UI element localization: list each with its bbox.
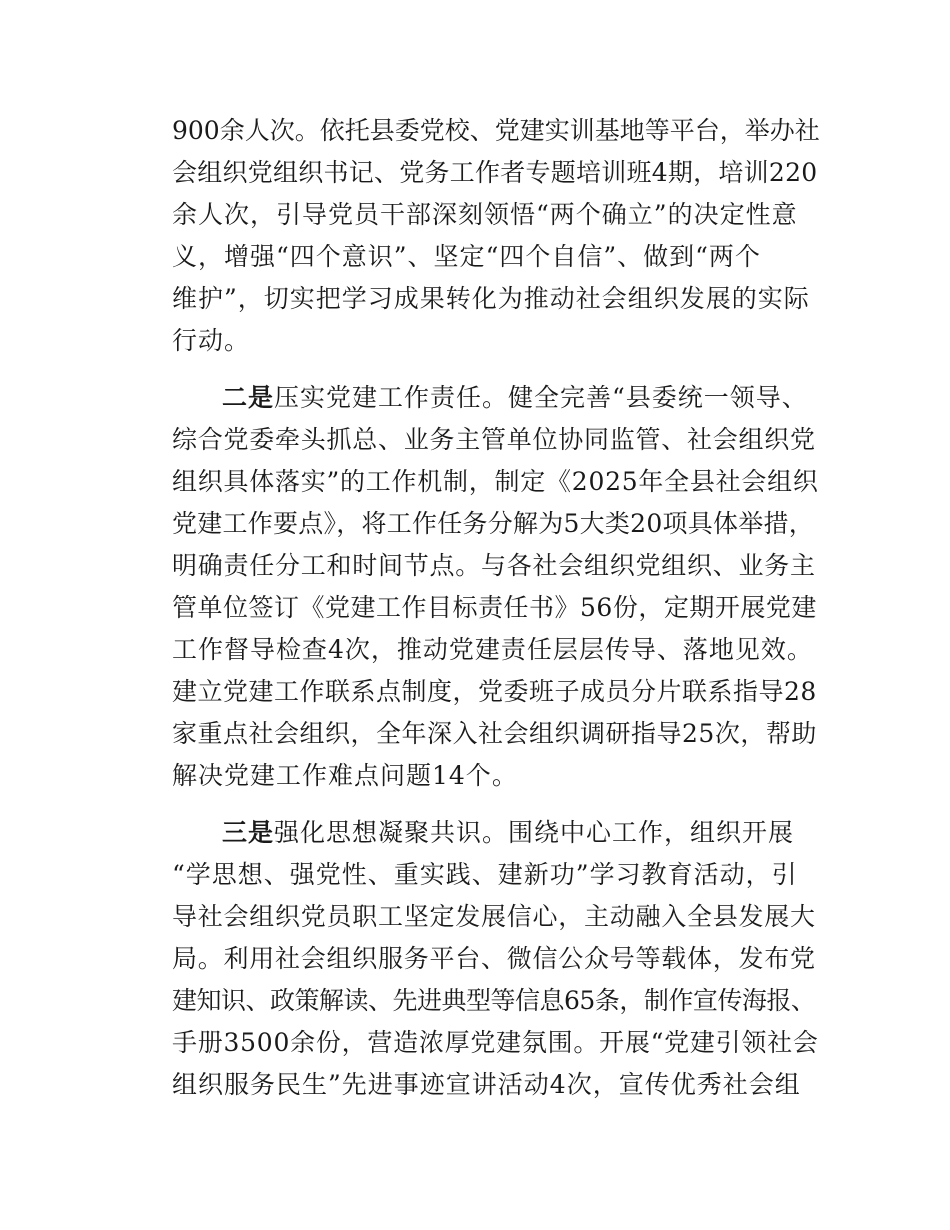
paragraph-3-line-1	[222, 818, 794, 848]
paragraph-3-line-3: 导社会组织党员职工坚定发展信心，主动融入全县发展大	[172, 902, 816, 931]
paragraph-1-line-1: 900余人次。依托县委党校、党建实训基地等平台，举办社	[172, 116, 820, 145]
paragraph-2-line-3: 组织具体落实”的工作机制，制定《2025年全县社会组织	[172, 467, 819, 496]
paragraph-3-line-6: 手册3500余份，营造浓厚党建氛围。开展“党建引领社会	[172, 1028, 819, 1057]
paragraph-2-line-9: 家重点社会组织，全年深入社会组织调研指导25次，帮助	[172, 719, 817, 748]
paragraph-2-line-1	[222, 383, 808, 413]
paragraph-2-line-5: 明确责任分工和时间节点。与各社会组织党组织、业务主	[172, 551, 816, 580]
paragraph-2-line-1-text: 压实党建工作责任。健全完善“县委统一领导、	[274, 383, 808, 412]
paragraph-1-line-5: 维护”，切实把学习成果转化为推动社会组织发展的实际	[172, 284, 810, 313]
paragraph-2-line-2: 综合党委牵头抓总、业务主管单位协同监管、社会组织党	[172, 425, 816, 454]
paragraph-2-line-10: 解决党建工作难点问题14个。	[172, 761, 518, 790]
paragraph-3-line-2: “学思想、强党性、重实践、建新功”学习教育活动，引	[172, 860, 798, 889]
paragraph-1-line-2: 会组织党组织书记、党务工作者专题培训班4期，培训220	[172, 158, 818, 187]
paragraph-1-line-3: 余人次，引导党员干部深刻领悟“两个确立”的决定性意	[172, 200, 798, 229]
paragraph-1-line-4: 义，增强“四个意识”、坚定“四个自信”、做到“两个	[172, 242, 761, 271]
paragraph-3-line-7: 组织服务民生”先进事迹宣讲活动4次，宣传优秀社会组	[172, 1070, 801, 1099]
paragraph-2-line-6: 管单位签订《党建工作目标责任书》56份，定期开展党建	[172, 593, 817, 622]
paragraph-2-line-7: 工作督导检查4次，推动党建责任层层传导、落地见效。	[172, 635, 813, 664]
paragraph-3-lead: 三是	[222, 818, 275, 847]
paragraph-3-line-4: 局。利用社会组织服务平台、微信公众号等载体，发布党	[172, 944, 816, 973]
paragraph-1-line-6: 行动。	[172, 326, 251, 355]
paragraph-2-line-8: 建立党建工作联系点制度，党委班子成员分片联系指导28	[172, 677, 817, 706]
paragraph-2-line-4: 党建工作要点》，将工作任务分解为5大类20项具体举措，	[172, 509, 814, 538]
paragraph-3-line-5: 建知识、政策解读、先进典型等信息65条，制作宣传海报、	[172, 986, 816, 1015]
paragraph-2-lead: 二是	[222, 383, 275, 412]
paragraph-3-line-1-text: 强化思想凝聚共识。围绕中心工作，组织开展	[274, 818, 795, 847]
